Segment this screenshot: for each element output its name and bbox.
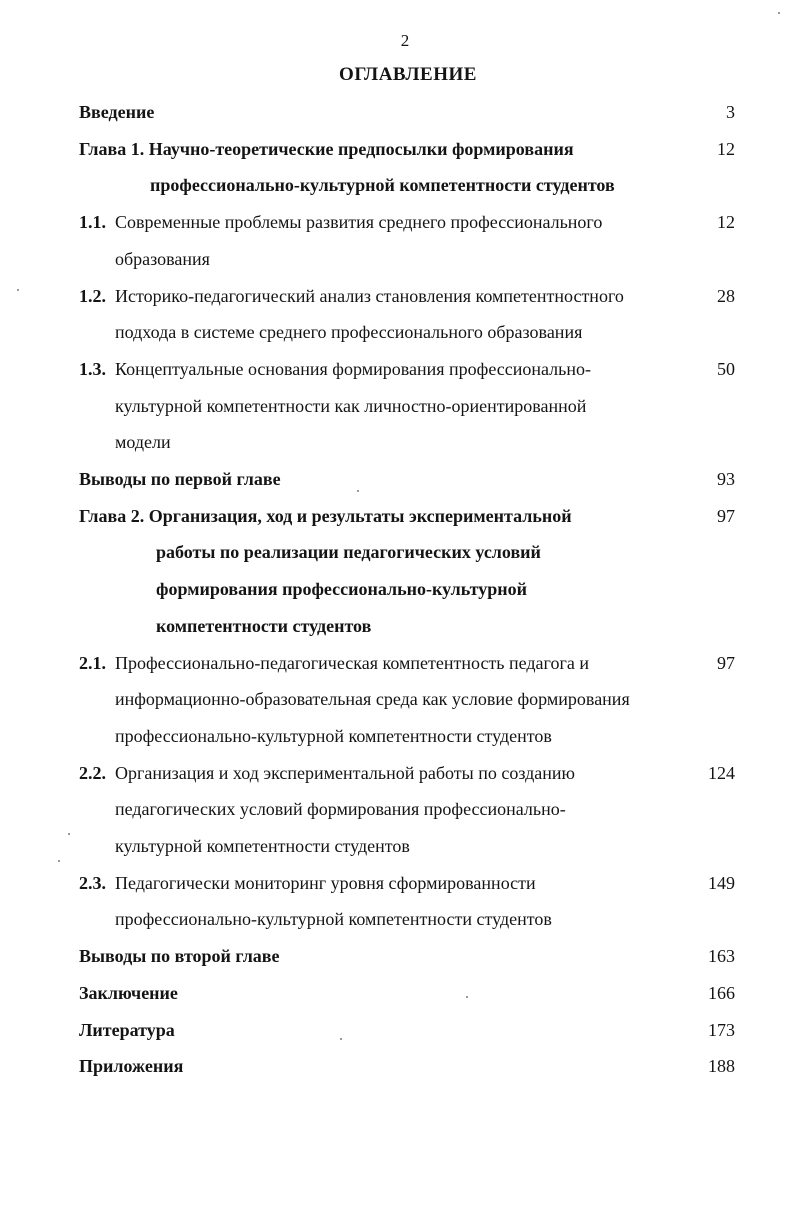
toc-section-number: 1.3. bbox=[79, 358, 106, 379]
toc-entry-text: Концептуальные основания формирования профессионально- bbox=[115, 358, 591, 379]
scan-speck bbox=[340, 1038, 342, 1040]
toc-entry-text: педагогических условий формирования профессионально- bbox=[115, 799, 566, 820]
toc-section-number: 2.2. bbox=[79, 762, 106, 783]
toc-entry-text: подхода в системе среднего профессионального образования bbox=[115, 322, 583, 343]
toc-page-number: 93 bbox=[717, 469, 735, 489]
scan-speck bbox=[68, 833, 70, 835]
toc-entry-text: профессионально-культурной компетентности студентов bbox=[115, 909, 552, 930]
toc-page-number: 50 bbox=[717, 358, 735, 379]
toc-entry-text: Современные проблемы развития среднего профессионального bbox=[115, 212, 603, 233]
toc-entry-text: Выводы по второй главе bbox=[79, 946, 280, 967]
toc-entry-text: Профессионально-педагогическая компетентность педагога и bbox=[115, 652, 589, 673]
toc-entry-text: профессионально-культурной компетентности студентов bbox=[150, 175, 615, 196]
toc-page-number: 3 bbox=[726, 102, 735, 122]
toc-section-number: 2.3. bbox=[79, 872, 106, 893]
scan-speck bbox=[778, 12, 780, 14]
toc-entry-text: Глава 2. Организация, ход и результаты экспериментальной bbox=[79, 505, 572, 526]
scan-speck bbox=[466, 996, 468, 998]
toc-entry-text: формирования профессионально-культурной bbox=[156, 579, 527, 600]
toc-page-number: 163 bbox=[708, 946, 735, 967]
toc-entry-text: Выводы по первой главе bbox=[79, 469, 281, 489]
toc-entry-text: образования bbox=[115, 248, 210, 269]
toc-entry-text: профессионально-культурной компетентности студентов bbox=[115, 725, 552, 746]
toc-entry-text: Заключение bbox=[79, 982, 178, 1003]
toc-entry-text: модели bbox=[115, 432, 171, 453]
toc-entry-text: Глава 1. Научно-теоретические предпосылки формирования bbox=[79, 138, 574, 159]
scan-speck bbox=[17, 289, 19, 291]
toc-page-number: 97 bbox=[717, 652, 735, 673]
toc-page-number: 173 bbox=[708, 1019, 735, 1040]
toc-entry-text: Литература bbox=[79, 1019, 175, 1040]
toc-entry-text: работы по реализации педагогических условий bbox=[156, 542, 541, 563]
toc-entry-text: информационно-образовательная среда как условие формирования bbox=[115, 689, 630, 710]
toc-entry-text: Введение bbox=[79, 102, 155, 122]
toc-entry-text: культурной компетентности как личностно-ориентированной bbox=[115, 395, 587, 416]
toc-page-number: 12 bbox=[717, 212, 735, 233]
toc-page-number: 97 bbox=[717, 505, 735, 526]
toc-entry-text: культурной компетентности студентов bbox=[115, 836, 410, 856]
scan-speck bbox=[58, 860, 60, 862]
scan-speck bbox=[357, 490, 359, 492]
toc-page-number: 149 bbox=[708, 872, 735, 893]
toc-section-number: 1.2. bbox=[79, 285, 106, 306]
toc-page-number: 124 bbox=[708, 762, 735, 783]
toc-entry-text: Организация и ход экспериментальной работы по созданию bbox=[115, 762, 575, 783]
toc-page-number: 12 bbox=[717, 138, 735, 159]
page-number: 2 bbox=[400, 31, 410, 50]
toc-page-number: 166 bbox=[708, 982, 735, 1003]
toc-section-number: 1.1. bbox=[79, 212, 106, 233]
toc-page-number: 188 bbox=[708, 1056, 735, 1077]
toc-section-number: 2.1. bbox=[79, 652, 106, 673]
toc-entry-text: Историко-педагогический анализ становления компетентностного bbox=[115, 285, 624, 306]
toc-entry-text: компетентности студентов bbox=[156, 615, 372, 636]
toc-entry-text: Педагогически мониторинг уровня сформированности bbox=[115, 872, 536, 893]
toc-entry-text: Приложения bbox=[79, 1056, 184, 1077]
page-title: ОГЛАВЛЕНИЕ bbox=[339, 64, 477, 85]
toc-page-number: 28 bbox=[717, 285, 735, 306]
